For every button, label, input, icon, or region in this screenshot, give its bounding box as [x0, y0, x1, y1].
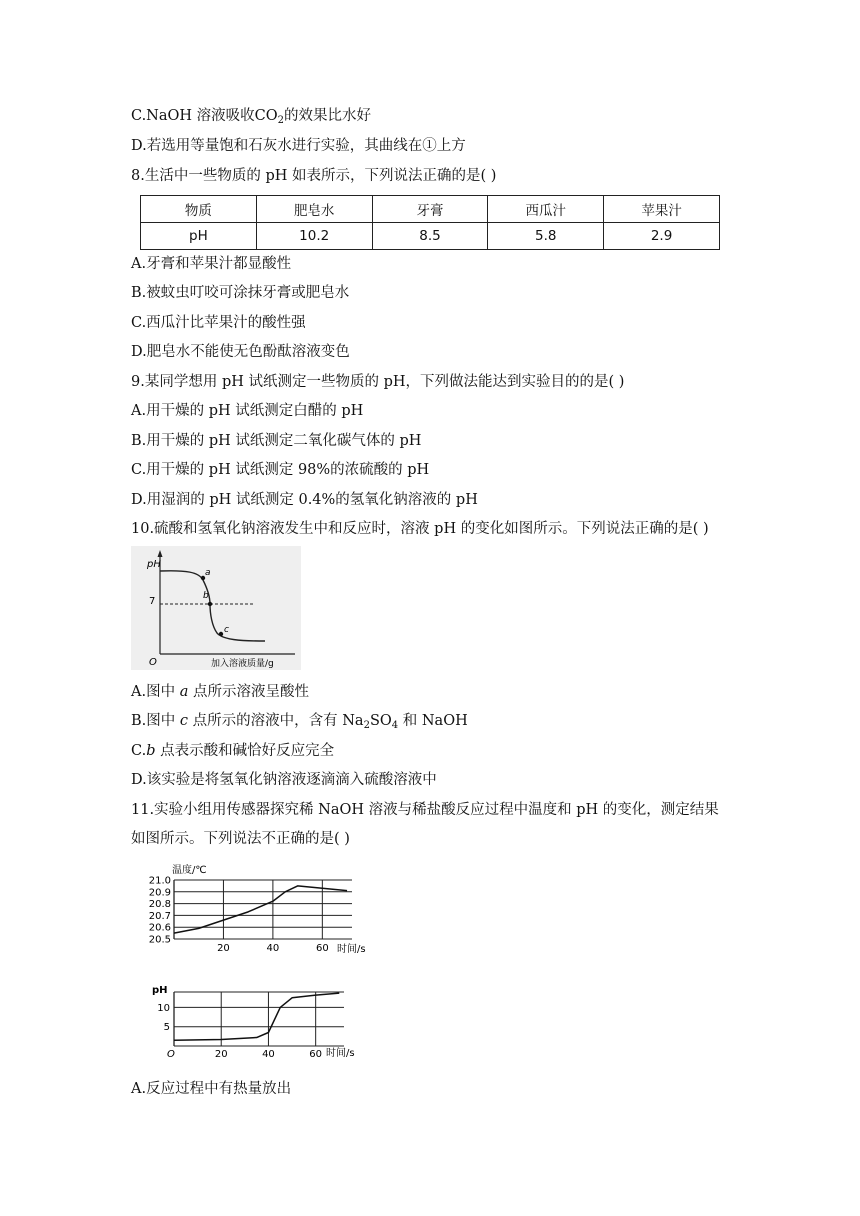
- table-cell: 西瓜汁: [488, 196, 604, 223]
- q10a-point: a: [179, 684, 189, 700]
- temperature-chart: [140, 860, 380, 960]
- temp-y-tick-label: 20.5: [148, 934, 171, 946]
- temp-x-label: 时间/s: [337, 944, 366, 955]
- temp-y-tick-label: 21.0: [148, 875, 171, 887]
- point-b-label: b: [203, 591, 209, 601]
- temp-y-tick-label: 20.8: [148, 899, 171, 911]
- q10c-post: 点表示酸和碱恰好反应完全: [155, 743, 335, 759]
- ph-x-tick-label: 60: [309, 1049, 323, 1060]
- q11-temperature-figure: [140, 860, 380, 960]
- q10b-point: c: [179, 713, 188, 729]
- q11-ph-figure: [140, 980, 380, 1060]
- q9-option-c: C.用干燥的 pH 试纸测定 98%的浓硫酸的 pH: [131, 462, 430, 478]
- ph-table-value-row: [141, 223, 720, 250]
- point-a-label: a: [205, 568, 211, 578]
- table-cell: 苹果汁: [604, 196, 720, 223]
- table-cell: 8.5: [372, 223, 488, 250]
- q7c-subscript: 2: [277, 115, 285, 126]
- temp-y-tick-label: 20.9: [148, 887, 171, 899]
- q11-stem-line1: 11.实验小组用传感器探究稀 NaOH 溶液与稀盐酸反应过程中温度和 pH 的变化，测定结果: [131, 802, 719, 818]
- q10-figure: [131, 546, 301, 670]
- q10-option-b: [131, 711, 468, 731]
- temp-x-tick-label: 60: [315, 943, 329, 954]
- y-tick-7: 7: [149, 596, 156, 607]
- q10b-sub1: 2: [363, 720, 370, 731]
- origin-label: O: [149, 657, 157, 668]
- q10c-point: b: [146, 743, 156, 759]
- table-cell: 肥皂水: [256, 196, 372, 223]
- ph-y-label: pH: [152, 985, 168, 996]
- q10-ph-curve-chart: [131, 546, 301, 670]
- q10c-pre: C.: [131, 743, 147, 759]
- q10-option-a: [131, 682, 309, 702]
- ph-table-header-row: [141, 196, 720, 223]
- q7c-text: C.NaOH 溶液吸收CO: [131, 108, 278, 124]
- point-b-marker: [208, 602, 212, 606]
- q10-stem: 10.硫酸和氢氧化钠溶液发生中和反应时，溶液 pH 的变化如图所示。下列说法正确的是( ): [131, 521, 709, 537]
- table-cell: 物质: [141, 196, 257, 223]
- temp-x-tick-label: 20: [217, 943, 230, 954]
- y-axis-label: pH: [147, 559, 161, 570]
- q10-option-c: [131, 741, 334, 761]
- ph-curve: [160, 571, 265, 641]
- x-axis-label: 加入溶液质量/g: [211, 659, 274, 669]
- q8-option-b: B.被蚊虫叮咬可涂抹牙膏或肥皂水: [131, 285, 350, 301]
- q9-option-d: D.用湿润的 pH 试纸测定 0.4%的氢氧化钠溶液的 pH: [131, 492, 478, 508]
- table-cell: 5.8: [488, 223, 604, 250]
- q9-stem: 9.某同学想用 pH 试纸测定一些物质的 pH，下列做法能达到实验目的的是( ): [131, 374, 625, 390]
- ph-x-label: 时间/s: [326, 1048, 355, 1059]
- q7-option-c: [131, 106, 371, 126]
- table-cell: 2.9: [604, 223, 720, 250]
- ph-y-tick-label: 5: [163, 1022, 170, 1034]
- table-cell: 牙膏: [372, 196, 488, 223]
- q10a-post: 点所示溶液呈酸性: [188, 684, 309, 700]
- ph-y-tick-label: 10: [157, 1002, 170, 1014]
- q8-option-a: A.牙膏和苹果汁都显酸性: [131, 256, 292, 272]
- q8-option-c: C.西瓜汁比苹果汁的酸性强: [131, 315, 306, 331]
- q8-option-d: D.肥皂水不能使无色酚酞溶液变色: [131, 344, 350, 360]
- temperature-series-line: [174, 886, 347, 933]
- table-cell: 10.2: [256, 223, 372, 250]
- q10b-sub2: 4: [391, 720, 399, 731]
- q10b-post: 和 NaOH: [398, 713, 468, 729]
- q7c-tail: 的效果比水好: [284, 108, 372, 124]
- temp-y-tick-label: 20.7: [148, 910, 171, 922]
- temp-x-tick-label: 40: [266, 943, 280, 954]
- q8-stem: 8.生活中一些物质的 pH 如表所示，下列说法正确的是( ): [131, 168, 497, 184]
- point-c-marker: [219, 632, 223, 636]
- ph-series-line: [174, 993, 339, 1040]
- ph-table: [140, 195, 720, 250]
- ph-x-tick-label: 40: [262, 1049, 275, 1060]
- q10-option-d: D.该实验是将氢氧化钠溶液逐滴滴入硫酸溶液中: [131, 772, 437, 788]
- q11-option-a: A.反应过程中有热量放出: [131, 1081, 292, 1097]
- ph-chart: [140, 980, 380, 1060]
- temp-y-tick-label: 20.6: [148, 922, 171, 934]
- q10b-so: SO: [369, 713, 392, 729]
- table-cell: pH: [141, 223, 257, 250]
- temp-y-label: 温度/℃: [172, 865, 207, 876]
- q10a-pre: A.图中: [131, 684, 180, 700]
- q10b-mid: 点所示的溶液中，含有 Na: [188, 713, 364, 729]
- point-c-label: c: [224, 625, 229, 635]
- q10b-pre: B.图中: [131, 713, 180, 729]
- q9-option-b: B.用干燥的 pH 试纸测定二氧化碳气体的 pH: [131, 433, 422, 449]
- q9-option-a: A.用干燥的 pH 试纸测定白醋的 pH: [131, 403, 364, 419]
- y-axis-arrow: [158, 550, 163, 557]
- ph-origin-label: O: [167, 1049, 175, 1060]
- q7-option-d: D.若选用等量饱和石灰水进行实验，其曲线在①上方: [131, 138, 466, 154]
- ph-x-tick-label: 20: [214, 1049, 228, 1060]
- q11-stem-line2: 如图所示。下列说法不正确的是( ): [131, 831, 350, 847]
